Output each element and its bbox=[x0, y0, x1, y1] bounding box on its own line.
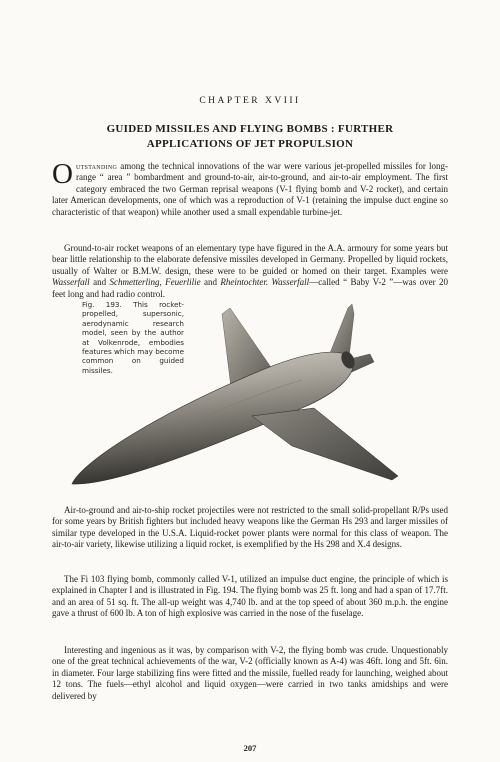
page-number: 207 bbox=[243, 743, 257, 753]
paragraph-2-text-b: and bbox=[89, 277, 110, 288]
paragraph-2-text-c: and bbox=[200, 277, 221, 288]
chapter-title-line-2: APPLICATIONS OF JET PROPULSION bbox=[146, 138, 354, 150]
lead-word: utstanding bbox=[75, 161, 118, 171]
weapon-name-wasserfall: Wasserfall bbox=[52, 277, 90, 288]
paragraph-1 bbox=[52, 158, 448, 218]
weapon-names-rheintochter-wasserfall: Rheintochter. Wasserfall bbox=[220, 277, 310, 288]
paragraph-2-text-a: Ground-to-air rocket weapons of an elementary type have figured in the A.A. armoury for some years but bear little relationship to the elaborate defensive missiles developed in Germany. Propelled by liquid rockets, usually of Walter or B.M.W. design, these were to be guided or homed on their target. Examples were bbox=[52, 243, 448, 276]
paragraph-4: The Fi 103 flying bomb, commonly called V-1, utilized an impulse duct engine, the principle of which is explained in Chapter I and is illustrated in Fig. 194. The flying bomb was 25 ft. long and had a span of 17.7ft. and an area of 51 sq. ft. The all-up weight was 4,740 lb. and at the top speed of about 360 m.p.h. the engine gave a thrust of 600 lb. A ton of high explosive was carried in the nose of the fuselage. bbox=[52, 574, 448, 619]
chapter-heading: CHAPTER XVIII bbox=[199, 96, 301, 106]
paragraph-5: Interesting and ingenious as it was, by comparison with V-2, the flying bomb was crude. Unquestionably one of the great technical achievements of the war, V-2 (officially known as A-4) was 46ft. long and 5ft. 6in. in diameter. Four large stabilizing fins were fitted and the missile, fuelled ready for launching, weighed about 12 tons. The fuels—ethyl alcohol and liquid oxygen—were carried in two tanks amidships and were delivered by bbox=[52, 645, 448, 701]
drop-cap: O bbox=[52, 158, 73, 190]
paragraph-2 bbox=[52, 243, 448, 300]
paragraph-1-text: among the technical innovations of the war were various jet-propelled missiles for long-range “ area ” bombardment and ground-to-air, air-to-ground, and air-to-air employment. The first category embraced the two German reprisal weapons (V-1 flying bomb and V-2 rocket), and certain later American developments, one of which was a reproduction of V-1 (retaining the impulse duct engine so characteristic of that weapon) while another used a small expendable turbine-jet. bbox=[52, 161, 448, 217]
paragraph-2-text-d: —called “ Baby V-2 ”—was over 20 feet long and had radio control. bbox=[52, 277, 448, 299]
figure-caption: Fig. 193. This rocket-propelled, supersonic, aerodynamic research model, seen by the author at Volkenrode, embodies features which may become common on guided missiles. bbox=[82, 300, 184, 375]
chapter-title-line-1: GUIDED MISSILES AND FLYING BOMBS : FURTHER bbox=[106, 123, 394, 135]
weapon-names-schmetterling-feuerlilie: Schmetterling, Feuerlilie bbox=[109, 277, 201, 288]
paragraph-3: Air-to-ground and air-to-ship rocket projectiles were not restricted to the small solid-propellant R/Ps used for some years by British fighters but included heavy weapons like the German Hs 293 and larger missiles of similar type developed in the U.S.A. Liquid-rocket power plants were normal for this class of weapon. The air-to-air variety, likewise utilizing a liquid rocket, is exemplified by the Hs 298 and X.4 designs. bbox=[52, 505, 448, 550]
chapter-title bbox=[52, 122, 448, 152]
figure-193 bbox=[52, 296, 448, 496]
